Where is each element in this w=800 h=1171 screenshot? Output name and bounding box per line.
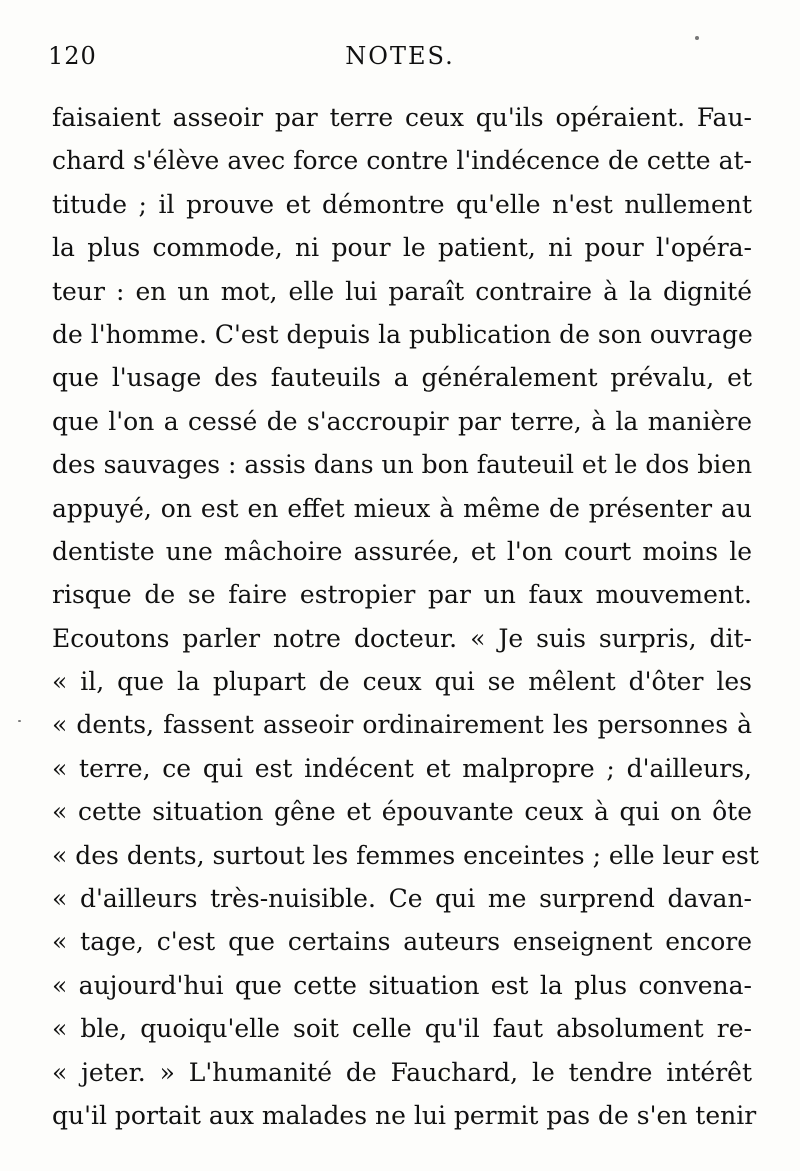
text-line: des sauvages : assis dans un bon fauteuil et le dos bien xyxy=(52,450,753,480)
text-line: « ble, quoiqu'elle soit celle qu'il faut absolument re- xyxy=(52,1014,752,1044)
text-line: dentiste une mâchoire assurée, et l'on court moins le xyxy=(52,536,752,566)
text-line: « cette situation gêne et épouvante ceux à qui on ôte xyxy=(52,797,752,827)
text-line: titude ; il prouve et démontre qu'elle n'est nullement xyxy=(52,189,752,219)
paper-speck xyxy=(695,36,699,40)
text-line: « dents, fassent asseoir ordinairement les personnes à xyxy=(52,710,752,740)
text-line: de l'homme. C'est depuis la publication de son ouvrage xyxy=(52,319,753,349)
body-text xyxy=(52,96,759,1137)
text-line: « aujourd'hui que cette situation est la plus convena- xyxy=(52,970,752,1000)
paper-speck xyxy=(18,720,21,722)
text-line: « terre, ce qui est indécent et malpropre ; d'ailleurs, xyxy=(52,753,752,783)
text-line: appuyé, on est en effet mieux à même de présenter au xyxy=(52,493,752,523)
page-number: 120 xyxy=(48,42,97,70)
text-line: que l'usage des fauteuils a généralement prévalu, et xyxy=(52,363,752,393)
text-line: la plus commode, ni pour le patient, ni pour l'opéra- xyxy=(52,233,752,263)
text-line: que l'on a cessé de s'accroupir par terre, à la manière xyxy=(52,406,752,436)
text-line: faisaient asseoir par terre ceux qu'ils opéraient. Fau- xyxy=(52,103,752,132)
running-head xyxy=(0,42,800,82)
text-line: Ecoutons parler notre docteur. « Je suis surpris, dit- xyxy=(52,623,752,653)
page-title: NOTES. xyxy=(345,42,455,70)
text-line: risque de se faire estropier par un faux mouvement. xyxy=(52,580,752,610)
text-line: « des dents, surtout les femmes enceintes ; elle leur est xyxy=(52,840,759,870)
text-line: chard s'élève avec force contre l'indécence de cette at- xyxy=(52,146,752,176)
text-line: « il, que la plupart de ceux qui se mêlent d'ôter les xyxy=(52,667,752,697)
text-line: « tage, c'est que certains auteurs enseignent encore xyxy=(52,927,752,957)
text-line: « d'ailleurs très-nuisible. Ce qui me surprend davan- xyxy=(52,884,752,914)
text-line: « jeter. » L'humanité de Fauchard, le tendre intérêt xyxy=(52,1057,752,1087)
text-line: qu'il portait aux malades ne lui permit pas de s'en tenir xyxy=(52,1100,757,1130)
text-line: teur : en un mot, elle lui paraît contraire à la dignité xyxy=(52,276,752,306)
